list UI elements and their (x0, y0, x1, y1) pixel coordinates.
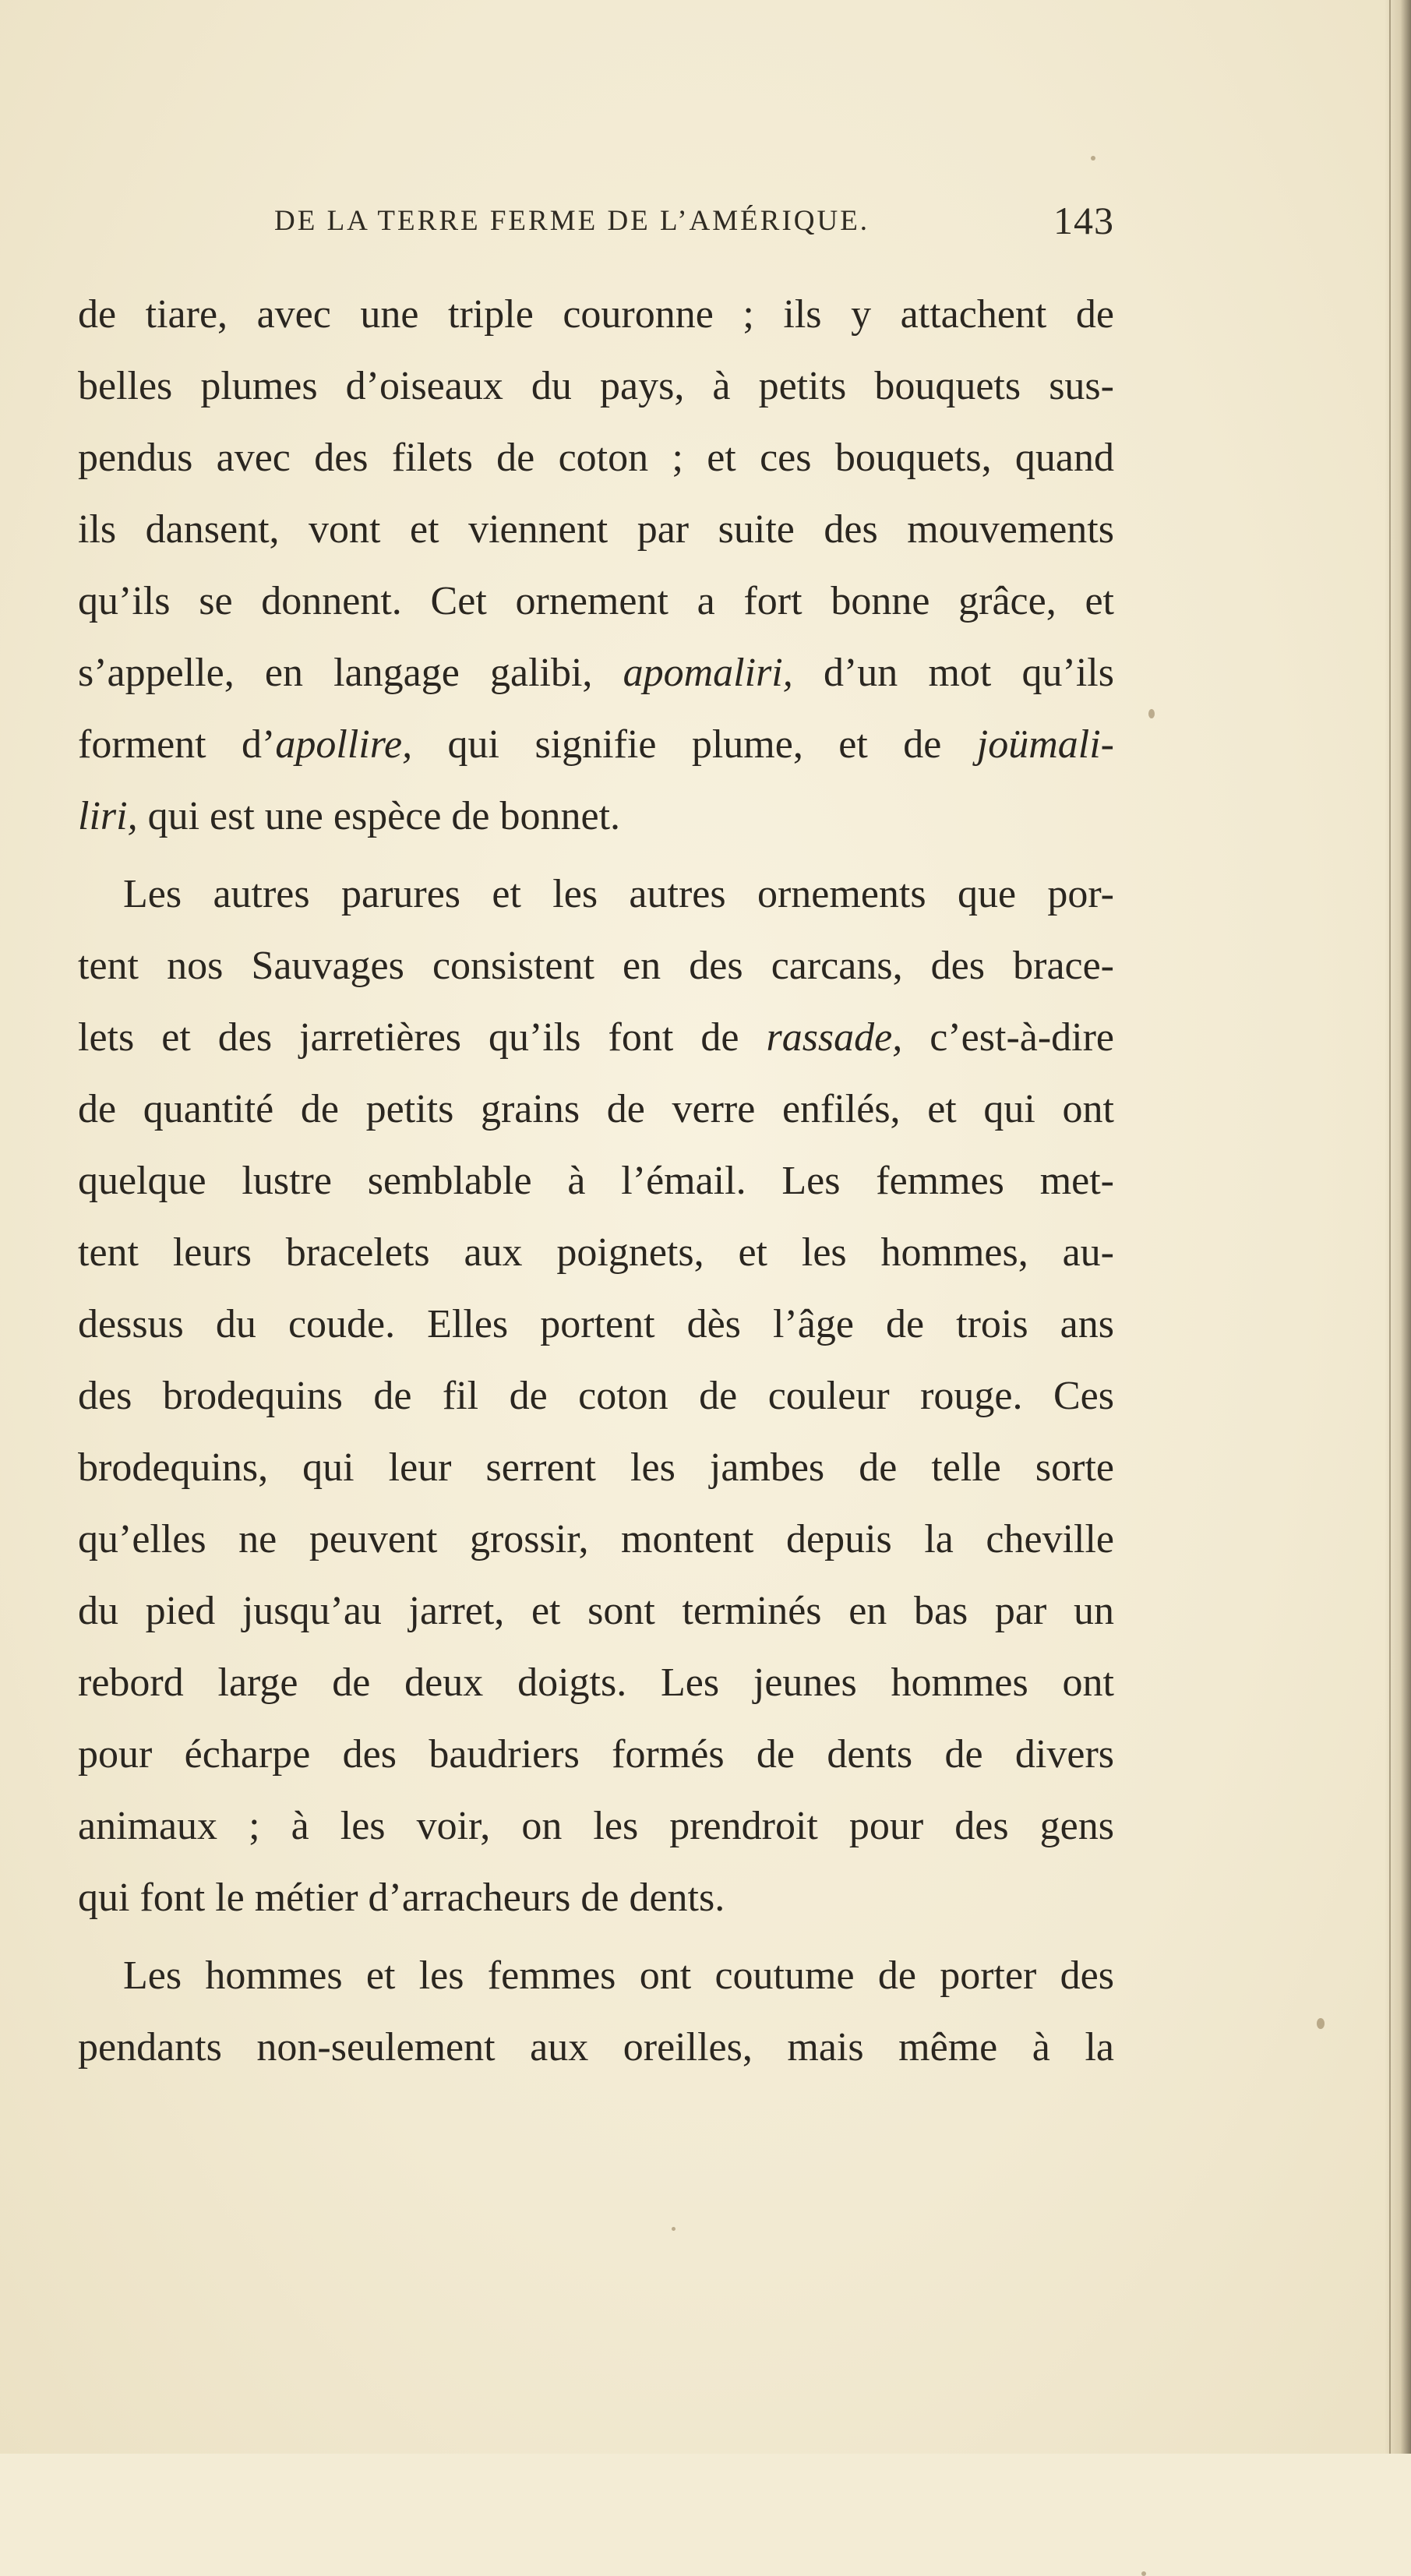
text-line: Les autres parures et les autres ornements que por- (123, 872, 1114, 916)
paper-speck (1091, 156, 1095, 161)
text-line: tent leurs bracelets aux poignets, et les hommes, au- (78, 1230, 1114, 1275)
italic-term: rassade, (766, 1015, 903, 1060)
text-run: qui est une espèce de bonnet. (137, 794, 621, 838)
text-line: belles plumes d’oiseaux du pays, à petits bouquets sus- (78, 364, 1114, 408)
page-edge-line (1389, 0, 1391, 2454)
text-run: c’est-à-dire (902, 1015, 1114, 1060)
paragraph-gap (78, 852, 1114, 859)
text-line: pendus avec des filets de coton ; et ces bouquets, quand (78, 436, 1114, 480)
paper-speck (672, 2227, 676, 2231)
running-head (78, 199, 1114, 251)
text-line: dessus du coude. Elles portent dès l’âge de trois ans (78, 1302, 1114, 1346)
text-line (78, 1002, 1114, 1074)
text-run: qui signifie plume, et de (412, 722, 977, 767)
text-run: forment d’ (78, 722, 276, 767)
text-line: brodequins, qui leur serrent les jambes de telle sorte (78, 1445, 1114, 1490)
body-text (78, 279, 1114, 2084)
text-line: de quantité de petits grains de verre enfilés, et qui ont (78, 1087, 1114, 1131)
text-line: du pied jusqu’au jarret, et sont terminés en bas par un (78, 1589, 1114, 1633)
italic-term: apollire, (275, 722, 413, 767)
text-line: qu’ils se donnent. Cet ornement a fort bonne grâce, et (78, 579, 1114, 623)
text-line: des brodequins de fil de coton de couleur rouge. Ces (78, 1374, 1114, 1418)
text-line: quelque lustre semblable à l’émail. Les femmes met- (78, 1159, 1114, 1203)
paper-speck (1141, 2571, 1146, 2576)
text-line: de tiare, avec une triple couronne ; ils y attachent de (78, 292, 1114, 337)
paper-speck (1317, 2018, 1325, 2029)
text-line: Les hommes et les femmes ont coutume de porter des (123, 1953, 1114, 1998)
text-run: s’appelle, en langage galibi, (78, 651, 623, 695)
text-line: pendants non-seulement aux oreilles, mais même à la (78, 2025, 1114, 2070)
paper-speck (1148, 709, 1155, 718)
text-line (78, 781, 1114, 852)
italic-term: apomaliri, (623, 651, 793, 695)
italic-term: joümali- (976, 722, 1114, 767)
text-line: qui font le métier d’arracheurs de dents. (78, 1876, 725, 1920)
text-run: lets et des jarretières qu’ils font de (78, 1015, 767, 1060)
text-line: rebord large de deux doigts. Les jeunes hommes ont (78, 1660, 1114, 1705)
text-line (78, 709, 1114, 781)
text-line: tent nos Sauvages consistent en des carcans, des brace- (78, 944, 1114, 988)
italic-term: liri, (78, 794, 138, 838)
text-line: qu’elles ne peuvent grossir, montent depuis la cheville (78, 1517, 1114, 1561)
text-line: pour écharpe des baudriers formés de dents de divers (78, 1732, 1114, 1777)
page-number: 143 (1053, 199, 1114, 242)
text-line: animaux ; à les voir, on les prendroit pour des gens (78, 1804, 1114, 1848)
running-head-title: DE LA TERRE FERME DE L’AMÉRIQUE. (274, 205, 870, 237)
paragraph-gap (78, 1934, 1114, 1940)
text-line (78, 637, 1114, 709)
text-line: ils dansent, vont et viennent par suite des mouvements (78, 507, 1114, 552)
text-run: d’un mot qu’ils (792, 651, 1114, 695)
